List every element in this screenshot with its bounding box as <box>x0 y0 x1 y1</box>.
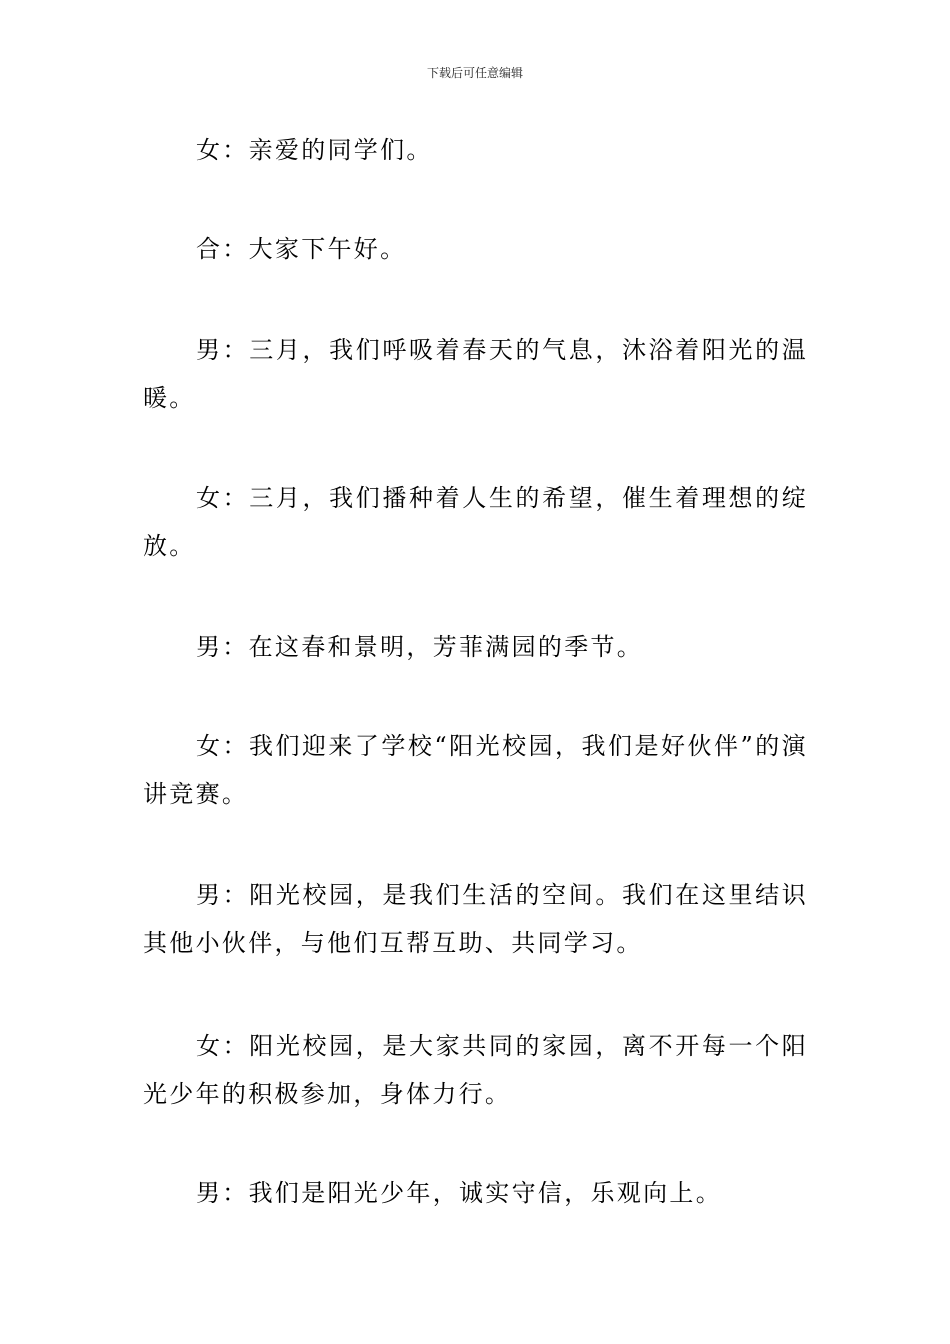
paragraph: 男：我们是阳光少年，诚实守信，乐观向上。 <box>196 1179 722 1207</box>
paragraph: 男：三月，我们呼吸着春天的气息，沐浴着阳光的温暖。 <box>143 336 808 412</box>
paragraph: 女：三月，我们播种着人生的希望，催生着理想的绽放。 <box>143 484 808 560</box>
paragraph: 男：在这春和景明，芳菲满园的季节。 <box>196 633 644 661</box>
page-header: 下载后可任意编辑 <box>426 66 523 80</box>
paragraph: 男：阳光校园，是我们生活的空间。我们在这里结识其他小伙伴，与他们互帮互助、共同学习。 <box>143 881 808 957</box>
paragraph: 女：阳光校园，是大家共同的家园，离不开每一个阳光少年的积极参加，身体力行。 <box>143 1032 808 1108</box>
paragraph: 女：亲爱的同学们。 <box>196 136 433 164</box>
paragraph: 女：我们迎来了学校“阳光校园，我们是好伙伴”的演讲竞赛。 <box>143 732 808 808</box>
paragraph: 合：大家下午好。 <box>196 235 407 263</box>
